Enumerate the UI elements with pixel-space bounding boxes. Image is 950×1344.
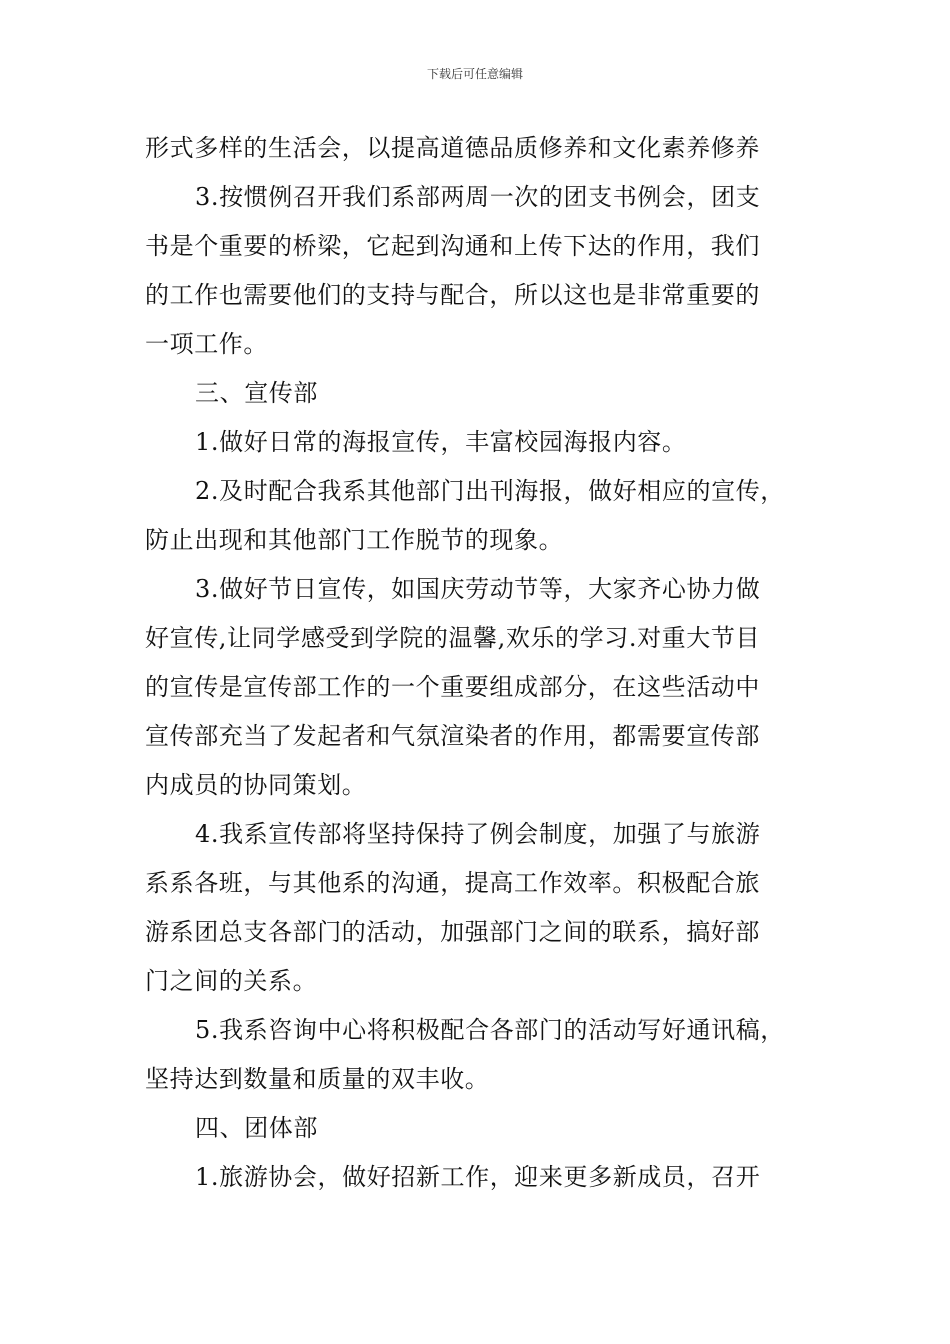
text-line: 一项工作。 — [145, 330, 268, 358]
text-line: 4.我系宣传部将坚持保持了例会制度，加强了与旅游 — [195, 820, 761, 848]
text-line: 的工作也需要他们的支持与配合，所以这也是非常重要的 — [145, 281, 760, 309]
text-line: 内成员的协同策划。 — [145, 771, 367, 799]
text-line: 书是个重要的桥梁，它起到沟通和上传下达的作用，我们 — [145, 232, 760, 260]
text-line: 宣传部充当了发起者和气氛渲染者的作用，都需要宣传部 — [145, 722, 760, 750]
text-line: 防止出现和其他部门工作脱节的现象。 — [145, 526, 564, 554]
text-line: 的宣传是宣传部工作的一个重要组成部分，在这些活动中 — [145, 673, 760, 701]
text-line: 1.旅游协会，做好招新工作，迎来更多新成员，召开 — [195, 1163, 761, 1191]
text-line: 形式多样的生活会，以提高道德品质修养和文化素养修养 — [145, 134, 760, 162]
text-line: 门之间的关系。 — [145, 967, 318, 995]
text-line: 好宣传,让同学感受到学院的温馨,欢乐的学习.对重大节目 — [145, 624, 761, 652]
document-body — [145, 124, 817, 1202]
text-line: 游系团总支各部门的活动，加强部门之间的联系，搞好部 — [145, 918, 760, 946]
text-line: 3.按惯例召开我们系部两周一次的团支书例会，团支 — [195, 183, 761, 211]
section-heading: 四、团体部 — [195, 1114, 318, 1142]
text-line: 1.做好日常的海报宣传，丰富校园海报内容。 — [195, 428, 687, 456]
text-line: 系系各班，与其他系的沟通，提高工作效率。积极配合旅 — [145, 869, 760, 897]
text-line: 2.及时配合我系其他部门出刊海报，做好相应的宣传， — [195, 477, 785, 505]
text-line: 3.做好节日宣传，如国庆劳动节等，大家齐心协力做 — [195, 575, 761, 603]
page-header: 下载后可任意编辑 — [426, 67, 523, 81]
text-line: 坚持达到数量和质量的双丰收。 — [145, 1065, 490, 1093]
text-line: 5.我系咨询中心将积极配合各部门的活动写好通讯稿， — [195, 1016, 785, 1044]
section-heading: 三、宣传部 — [195, 379, 318, 407]
